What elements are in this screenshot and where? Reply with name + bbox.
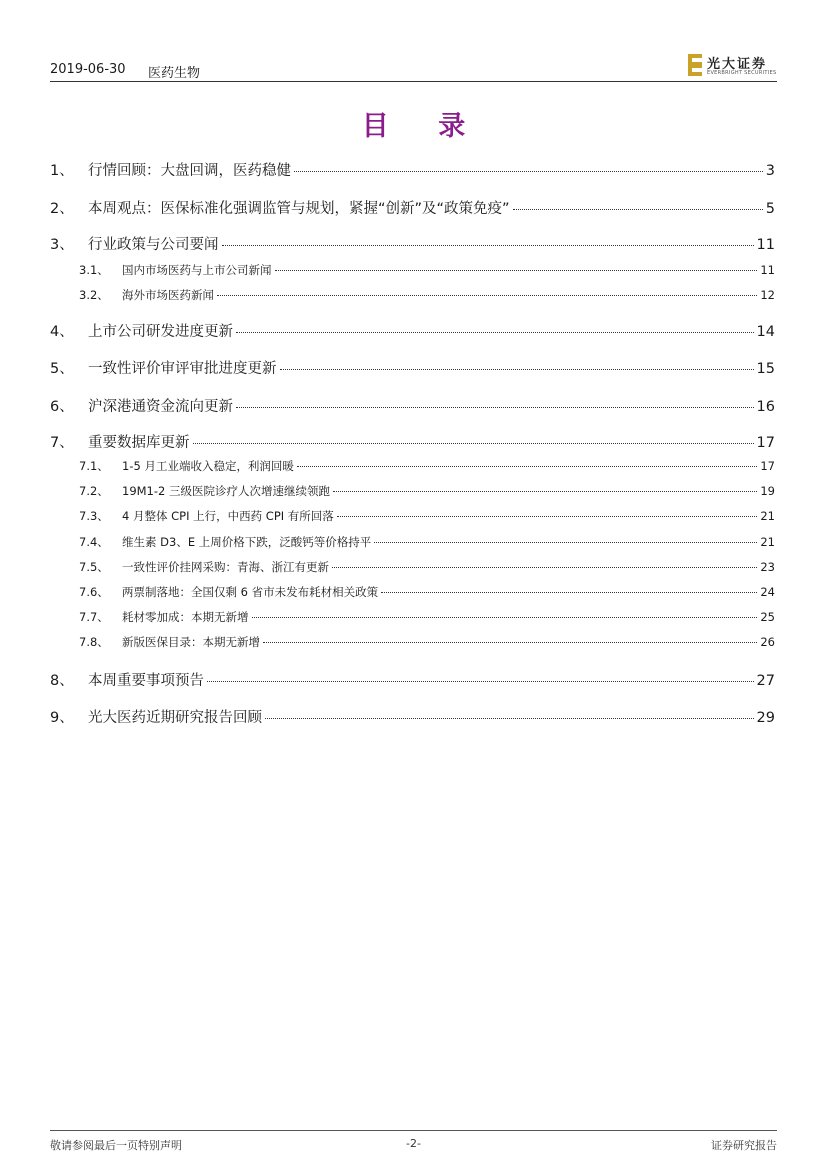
toc-entry-title: 19M1-2 三级医院诊疗人次增速继续领跑 <box>122 484 330 498</box>
page-number: -2- <box>406 1137 421 1150</box>
toc-leader-dots <box>193 443 754 444</box>
toc-entry-number: 7.6、 <box>79 585 109 599</box>
toc-entry-page: 11 <box>756 237 775 253</box>
toc-entry-page: 15 <box>756 361 775 377</box>
toc-entry-title: 光大医药近期研究报告回顾 <box>88 710 262 726</box>
toc-entry[interactable] <box>50 159 775 180</box>
toc-entry-page: 11 <box>760 263 775 277</box>
toc-entry-page: 26 <box>760 635 775 649</box>
toc-entry-page: 5 <box>765 201 775 217</box>
toc-leader-dots <box>381 592 757 593</box>
report-sector: 医药生物 <box>148 66 201 81</box>
company-logo <box>688 53 778 79</box>
toc-entry-page: 24 <box>760 585 775 599</box>
toc-entry-title: 重要数据库更新 <box>88 435 190 451</box>
toc-leader-dots <box>265 718 754 719</box>
toc-entry-page: 16 <box>756 399 775 415</box>
toc-entry[interactable] <box>50 431 775 452</box>
toc-entry-number: 7.3、 <box>79 509 109 523</box>
toc-entry-page: 29 <box>756 710 775 726</box>
toc-entry-title: 新版医保目录：本期无新增 <box>122 635 260 649</box>
toc-entry-page: 3 <box>765 163 775 179</box>
toc-subentry[interactable] <box>79 458 775 474</box>
toc-entry-title: 本周重要事项预告 <box>88 673 204 689</box>
toc-entry-page: 25 <box>760 610 775 624</box>
toc-leader-dots <box>252 617 758 618</box>
toc-leader-dots <box>297 466 757 467</box>
toc-entry-page: 21 <box>760 535 775 549</box>
toc-subentry[interactable] <box>79 609 775 625</box>
toc-entry-number: 7.5、 <box>79 560 109 574</box>
toc-entry-number: 8、 <box>50 673 74 689</box>
toc-entry-page: 17 <box>760 459 775 473</box>
toc-entry-page: 19 <box>760 484 775 498</box>
toc-entry-title: 本周观点：医保标准化强调监管与规划，紧握“创新”及“政策免疫” <box>88 201 510 217</box>
toc-entry-title: 国内市场医药与上市公司新闻 <box>122 263 272 277</box>
toc-leader-dots <box>513 209 763 210</box>
toc-entry-title: 4 月整体 CPI 上行，中西药 CPI 有所回落 <box>122 509 334 523</box>
toc-entry-page: 27 <box>756 673 775 689</box>
toc-title: 目 录 <box>361 111 486 142</box>
toc-leader-dots <box>236 407 754 408</box>
header-divider <box>50 81 777 82</box>
toc-leader-dots <box>337 516 758 517</box>
toc-leader-dots <box>207 681 754 682</box>
logo-text-cn: 光大证券 <box>707 57 768 72</box>
toc-entry-title: 一致性评价挂网采购：青海、浙江有更新 <box>122 560 329 574</box>
toc-entry-title: 上市公司研发进度更新 <box>88 324 233 340</box>
toc-entry-page: 14 <box>756 324 775 340</box>
toc-entry-page: 17 <box>756 435 775 451</box>
toc-subentry[interactable] <box>79 634 775 650</box>
toc-entry-page: 21 <box>760 509 775 523</box>
toc-subentry[interactable] <box>79 262 775 278</box>
toc-entry-number: 3.1、 <box>79 263 109 277</box>
report-date: 2019-06-30 <box>50 62 126 77</box>
toc-leader-dots <box>275 270 758 271</box>
toc-subentry[interactable] <box>79 559 775 575</box>
toc-entry-page: 12 <box>760 288 775 302</box>
toc-entry-number: 7.1、 <box>79 459 109 473</box>
footer-doc-type: 证券研究报告 <box>711 1139 777 1152</box>
toc-leader-dots <box>374 542 757 543</box>
toc-entry[interactable] <box>50 357 775 378</box>
toc-entry-number: 6、 <box>50 399 74 415</box>
toc-entry[interactable] <box>50 395 775 416</box>
toc-entry[interactable] <box>50 197 775 218</box>
toc-entry[interactable] <box>50 669 775 690</box>
toc-entry-title: 行业政策与公司要闻 <box>88 237 219 253</box>
toc-entry-number: 3.2、 <box>79 288 109 302</box>
toc-entry-number: 7.8、 <box>79 635 109 649</box>
toc-leader-dots <box>236 332 754 333</box>
footer-disclaimer: 敬请参阅最后一页特别声明 <box>50 1139 182 1152</box>
toc-leader-dots <box>217 295 757 296</box>
toc-entry-number: 7.4、 <box>79 535 109 549</box>
toc-entry-title: 一致性评价审评审批进度更新 <box>88 361 277 377</box>
toc-entry[interactable] <box>50 233 775 254</box>
toc-entry-title: 沪深港通资金流向更新 <box>88 399 233 415</box>
toc-entry-number: 7.2、 <box>79 484 109 498</box>
toc-entry-title: 行情回顾：大盘回调，医药稳健 <box>88 163 291 179</box>
toc-entry-number: 2、 <box>50 201 74 217</box>
toc-leader-dots <box>333 491 757 492</box>
toc-subentry[interactable] <box>79 287 775 303</box>
toc-entry-title: 海外市场医药新闻 <box>122 288 214 302</box>
toc-entry[interactable] <box>50 320 775 341</box>
toc-entry-title: 维生素 D3、E 上周价格下跌，泛酸钙等价格持平 <box>122 535 372 549</box>
footer-divider <box>50 1130 777 1131</box>
toc-entry-number: 9、 <box>50 710 74 726</box>
toc-entry-title: 1-5 月工业端收入稳定，利润回暖 <box>122 459 294 473</box>
toc-entry-number: 7、 <box>50 435 74 451</box>
everbright-logo-icon <box>688 54 702 76</box>
toc-leader-dots <box>332 567 757 568</box>
toc-entry[interactable] <box>50 706 775 727</box>
toc-leader-dots <box>280 369 754 370</box>
toc-entry-title: 两票制落地：全国仅剩 6 省市未发布耗材相关政策 <box>122 585 379 599</box>
toc-entry-page: 23 <box>760 560 775 574</box>
toc-subentry[interactable] <box>79 483 775 499</box>
toc-leader-dots <box>294 171 763 172</box>
toc-entry-title: 耗材零加成：本期无新增 <box>122 610 249 624</box>
toc-entry-number: 3、 <box>50 237 74 253</box>
logo-text-en: EVERBRIGHT SECURITIES <box>707 70 777 76</box>
toc-subentry[interactable] <box>79 584 775 600</box>
toc-entry-number: 4、 <box>50 324 74 340</box>
toc-entry-number: 5、 <box>50 361 74 377</box>
toc-entry-number: 7.7、 <box>79 610 109 624</box>
toc-leader-dots <box>263 642 757 643</box>
toc-leader-dots <box>222 245 754 246</box>
toc-subentry[interactable] <box>79 534 775 550</box>
toc-subentry[interactable] <box>79 508 775 524</box>
toc-entry-number: 1、 <box>50 163 74 179</box>
